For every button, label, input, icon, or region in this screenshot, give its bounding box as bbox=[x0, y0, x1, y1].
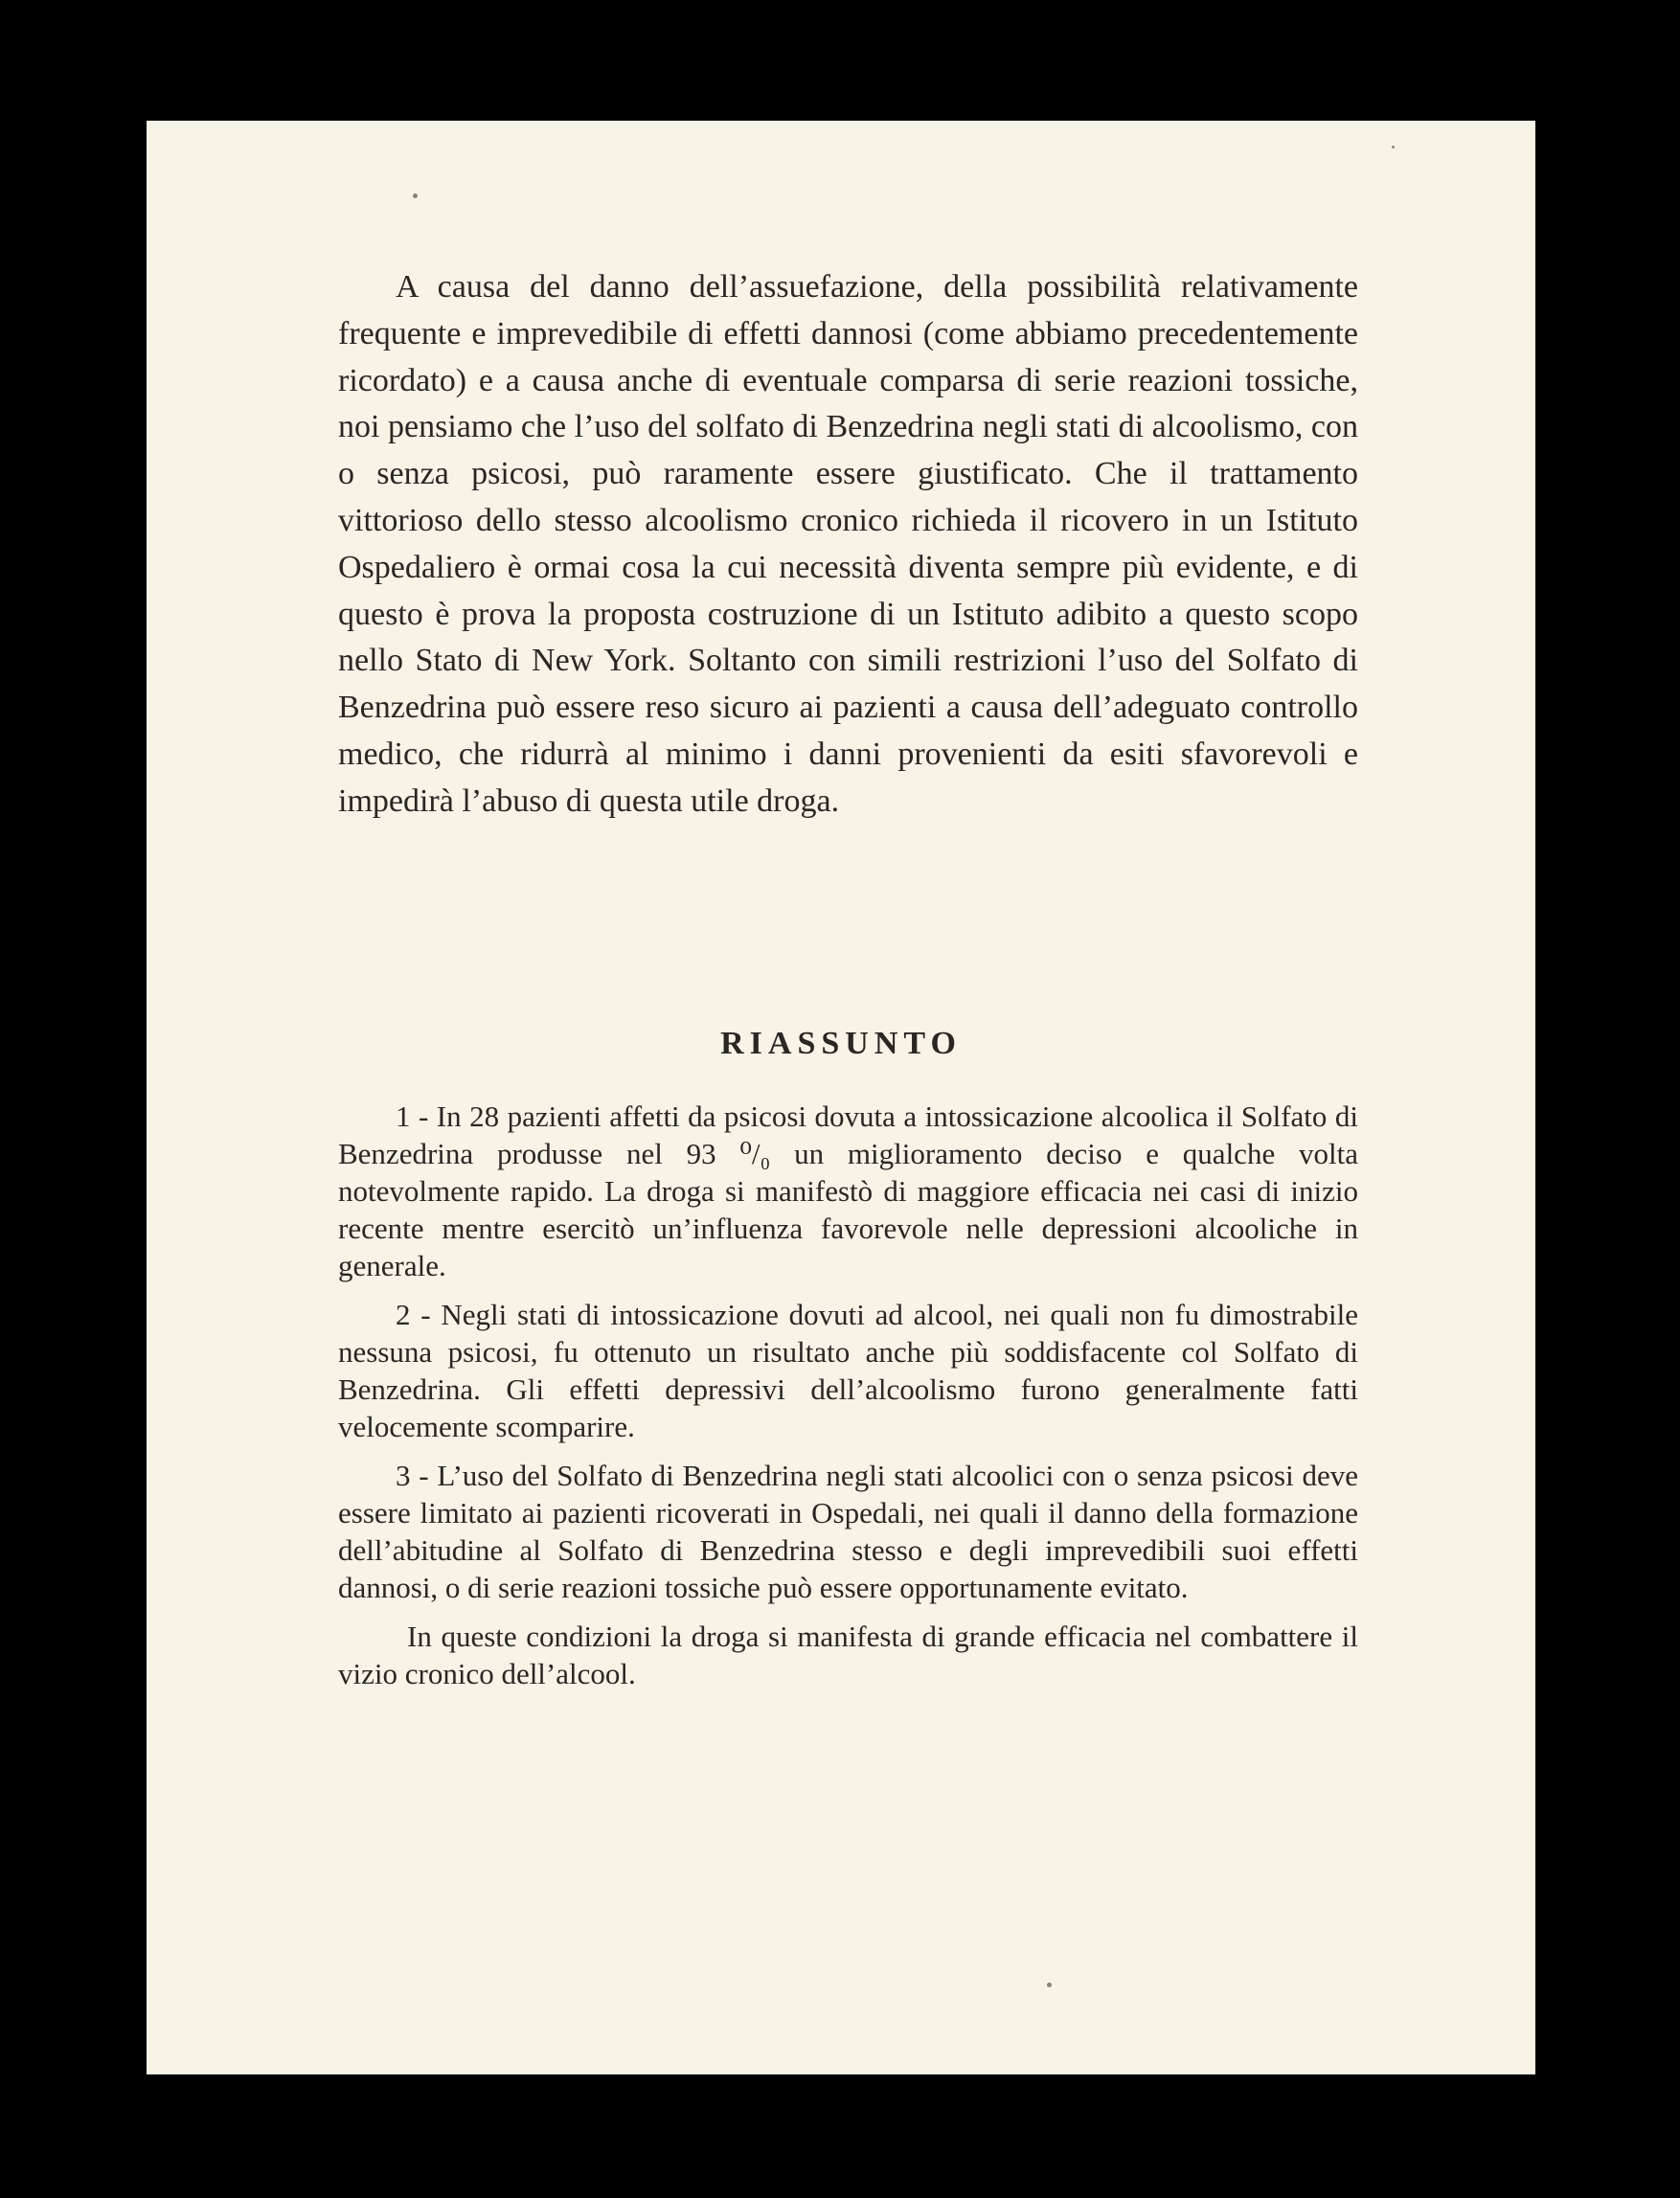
summary-item-1: 1 - In 28 pazienti affetti da psicosi dovuta a intossicazione alcoolica il Solfato di Benzedrina produsse nel 93 ⁰/₀ un miglioramento deciso e qualche volta notevolmente rapido. La droga si manifestò di maggiore efficacia nei casi di inizio recente mentre esercitò un’influenza favorevole nelle depressioni alcooliche in generale. bbox=[338, 1099, 1358, 1282]
summary-item-2: 2 - Negli stati di intossicazione dovuti ad alcool, nei quali non fu dimostrabile nessuna psicosi, fu ottenuto un risultato anche più soddisfacente col Solfato di Benzedrina. Gli effetti depressivi dell’alcoolismo furono generalmente fatti velocemente scomparire. bbox=[338, 1298, 1358, 1443]
paper-speck bbox=[1392, 146, 1395, 148]
main-paragraph: A causa del danno dell’assuefazione, della possibilità relativamente frequente e imprevedibile di effetti dannosi (come abbiamo precedentemente ricordato) e a causa anche di eventuale comparsa di serie reazioni tossiche, noi pensiamo che l’uso del solfato di Benzedrina negli stati di alcoolismo, con o senza psicosi, può raramente essere giustificato. Che il trattamento vittorioso dello stesso alcoolismo cronico richieda il ricovero in un Istituto Ospedaliero è ormai cosa la cui necessità diventa sempre più evidente, e di questo è prova la proposta costruzione di un Istituto adibito a questo scopo nello Stato di New York. Soltanto con simili restrizioni l’uso del Solfato di Benzedrina può essere reso sicuro ai pazienti a causa dell’adeguato controllo medico, che ridurrà al minimo i danni provenienti da esiti sfavorevoli e impedirà l’abuso di questa utile droga. bbox=[338, 269, 1358, 819]
document-page bbox=[147, 121, 1535, 2074]
summary-list bbox=[338, 1098, 1358, 1704]
summary-item-3: 3 - L’uso del Solfato di Benzedrina negli stati alcoolici con o senza psicosi deve essere limitato ai pazienti ricoverati in Ospedali, nei quali il danno della formazione dell’abitudine al Solfato di Benzedrina stesso e degli imprevedibili suoi effetti dannosi, o di serie reazioni tossiche può essere opportunamente evitato. bbox=[338, 1459, 1358, 1604]
paper-speck bbox=[413, 193, 418, 198]
closing-paragraph: In queste condizioni la droga si manifesta di grande efficacia nel combattere il vizio cronico dell’alcool. bbox=[338, 1620, 1358, 1690]
summary-heading: RIASSUNTO bbox=[720, 1026, 962, 1061]
paper-speck bbox=[1047, 1983, 1052, 1987]
